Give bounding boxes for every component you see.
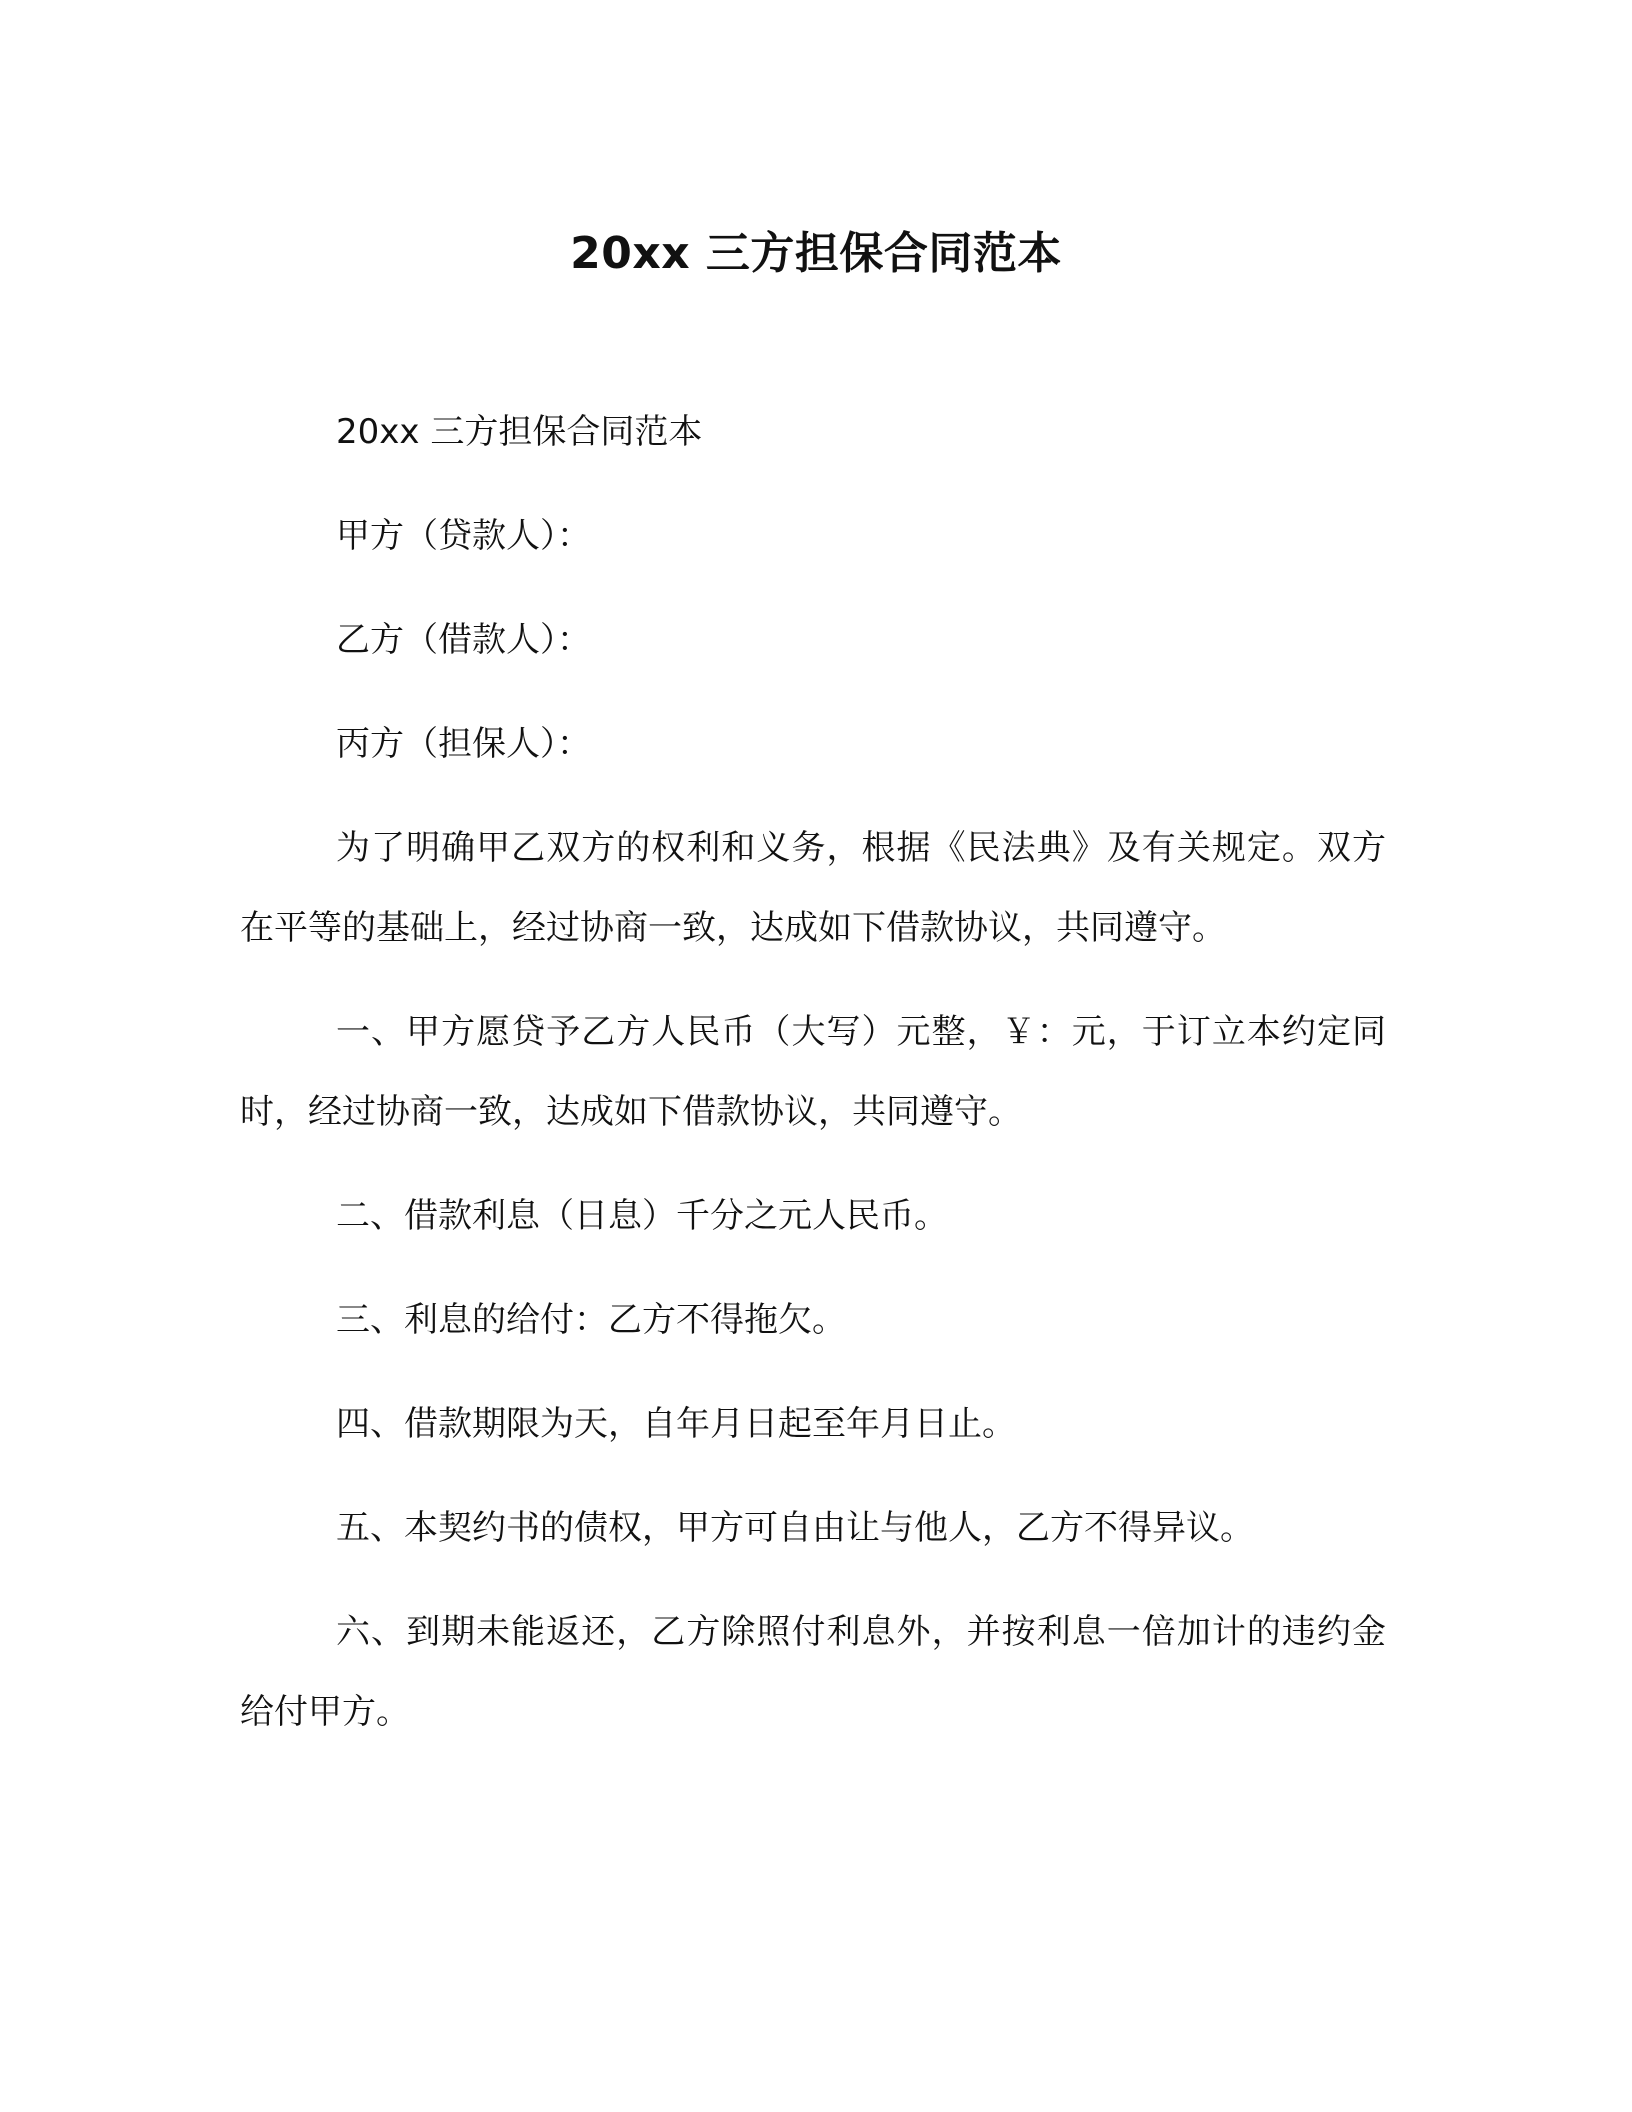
subtitle-paragraph: 20xx 三方担保合同范本	[336, 412, 703, 452]
document-body	[240, 392, 1386, 1776]
clause-4: 四、借款期限为天，自年月日起至年月日止。	[336, 1404, 1016, 1444]
clause-6: 六、到期未能返还，乙方除照付利息外，并按利息一倍加计的违约金给付甲方。	[240, 1612, 1386, 1732]
party-b-line: 乙方（借款人）：	[336, 620, 591, 660]
party-a-line: 甲方（贷款人）：	[336, 516, 591, 556]
clause-5: 五、本契约书的债权，甲方可自由让与他人，乙方不得异议。	[336, 1508, 1254, 1548]
party-c-line: 丙方（担保人）：	[336, 724, 591, 764]
clause-2: 二、借款利息（日息）千分之元人民币。	[336, 1196, 948, 1236]
clause-1: 一、甲方愿贷予乙方人民币（大写）元整，￥：元，于订立本约定同时，经过协商一致，达成如下借款协议，共同遵守。	[240, 1012, 1386, 1132]
clause-3: 三、利息的给付：乙方不得拖欠。	[336, 1300, 846, 1340]
document-title: 20xx 三方担保合同范本	[570, 228, 1062, 279]
preamble-paragraph: 为了明确甲乙双方的权利和义务，根据《民法典》及有关规定。双方在平等的基础上，经过协商一致，达成如下借款协议，共同遵守。	[240, 828, 1386, 948]
